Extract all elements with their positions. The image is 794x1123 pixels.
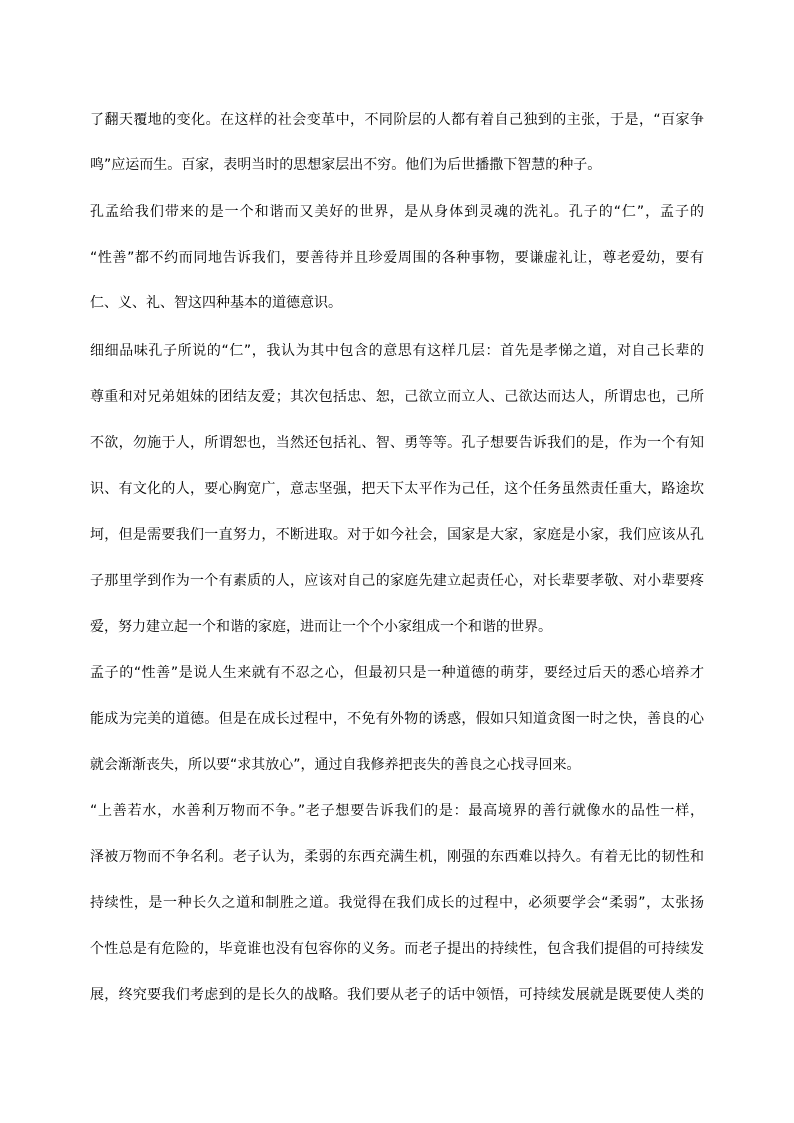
text-line: 识、有文化的人，要心胸宽广，意志坚强，把天下太平作为己任，这个任务虽然责任重大，路途坎 bbox=[90, 481, 704, 497]
text-line: 就会渐渐丧失，所以要“求其放心”，通过自我修养把丧失的善良之心找寻回来。 bbox=[90, 757, 581, 773]
text-line: 了翻天覆地的变化。在这样的社会变革中，不同阶层的人都有着自己独到的主张，于是，“百家争 bbox=[90, 112, 704, 128]
text-line: 坷，但是需要我们一直努力，不断进取。对于如今社会，国家是大家，家庭是小家，我们应该从孔 bbox=[90, 527, 704, 543]
text-line: 子那里学到作为一个有素质的人，应该对自己的家庭先建立起责任心，对长辈要孝敬、对小辈要疼 bbox=[90, 573, 704, 589]
text-line: 尊重和对兄弟姐妹的团结友爱；其次包括忠、恕，己欲立而立人、己欲达而达人，所谓忠也，己所 bbox=[90, 389, 704, 405]
text-line: 泽被万物而不争名利。老子认为，柔弱的东西充满生机，刚强的东西难以持久。有着无比的韧性和 bbox=[90, 849, 704, 865]
text-line: 鸣”应运而生。百家，表明当时的思想家层出不穷。他们为后世播撒下智慧的种子。 bbox=[90, 157, 602, 173]
text-line: 持续性，是一种长久之道和制胜之道。我觉得在我们成长的过程中，必须要学会“柔弱”，太张扬 bbox=[90, 895, 704, 911]
text-line: 爱，努力建立起一个和谐的家庭，进而让一个个小家组成一个和谐的世界。 bbox=[90, 619, 552, 635]
text-line: 孔孟给我们带来的是一个和谐而又美好的世界，是从身体到灵魂的洗礼。孔子的“仁”，孟子的 bbox=[90, 204, 704, 220]
text-line: 展，终究要我们考虑到的是长久的战略。我们要从老子的话中领悟，可持续发展就是既要使人类的 bbox=[90, 987, 704, 1003]
text-line: 不欲，勿施于人，所谓恕也，当然还包括礼、智、勇等等。孔子想要告诉我们的是，作为一个有知 bbox=[90, 435, 704, 451]
text-line: 能成为完美的道德。但是在成长过程中，不免有外物的诱惑，假如只知道贪图一时之快，善良的心 bbox=[90, 711, 704, 727]
text-line: 细细品味孔子所说的“仁”，我认为其中包含的意思有这样几层：首先是孝悌之道，对自己长辈的 bbox=[90, 343, 704, 359]
text-line: 孟子的“性善”是说人生来就有不忍之心，但最初只是一种道德的萌芽，要经过后天的悉心培养才 bbox=[90, 665, 704, 681]
text-line: 仁、义、礼、智这四种基本的道德意识。 bbox=[90, 295, 342, 311]
text-line: 个性总是有危险的，毕竟谁也没有包容你的义务。而老子提出的持续性，包含我们提倡的可持续发 bbox=[90, 941, 704, 957]
text-line: “上善若水，水善利万物而不争。”老子想要告诉我们的是：最高境界的善行就像水的品性一样， bbox=[90, 803, 704, 819]
text-line: “性善”都不约而同地告诉我们，要善待并且珍爱周围的各种事物，要谦虚礼让，尊老爱幼，要有 bbox=[90, 250, 704, 266]
